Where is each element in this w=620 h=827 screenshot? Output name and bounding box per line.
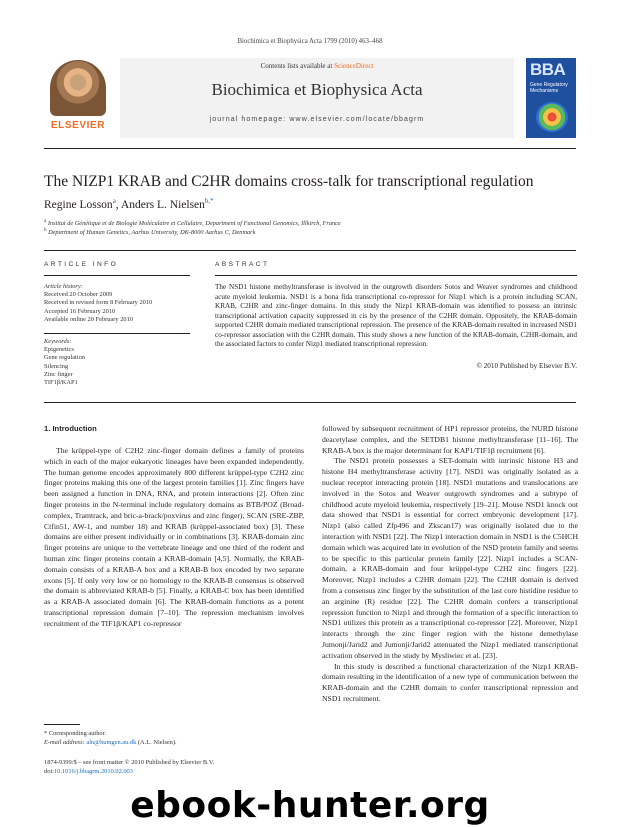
email-line	[44, 739, 304, 748]
journal-homepage-link[interactable]: journal homepage: www.elsevier.com/locate/bbagrm	[209, 116, 425, 123]
affiliation-b-mark: b	[44, 228, 47, 233]
intro-column-right	[322, 424, 578, 705]
corresponding-label: Corresponding author.	[48, 730, 106, 737]
article-info	[44, 283, 190, 387]
contents-line	[120, 62, 514, 70]
email-link[interactable]: aln@humgen.au.dk	[86, 738, 137, 746]
contents-prefix: Contents lists available at	[260, 62, 335, 70]
email-label: E-mail address:	[44, 738, 85, 746]
keyword: TIF1β/KAP1	[44, 379, 78, 387]
publisher-name: ELSEVIER	[50, 120, 106, 131]
front-rule	[44, 250, 576, 251]
elsevier-tree-icon	[50, 60, 106, 116]
affiliation-b-text: Department of Human Genetics, Aarhus University, DK-8000 Aarhus C, Denmark	[48, 229, 256, 237]
affiliation-a-text: Institut de Génétique et de Biologie Moléculaire et Cellulaire, Department of Functional Genomics, Illkirch, France	[47, 220, 341, 228]
affiliation-a	[44, 219, 341, 227]
article-title: The NIZP1 KRAB and C2HR domains cross-talk for transcriptional regulation	[44, 173, 534, 190]
keyword: Gene regulation	[44, 354, 85, 362]
doi-label: doi:	[44, 767, 54, 775]
keyword: Zinc finger	[44, 370, 73, 378]
intro-paragraph: In this study is described a functional characterization of the Nizp1 KRAB-domain resulting in the identification of a new type of communication between the KRAB-domain and the C2HR domain to confer transcriptional repression and NSD1 recruitment.	[322, 661, 578, 703]
abstract-text: The NSD1 histone methyltransferase is involved in the outgrowth disorders Sotos and Weaver syndromes and childhood acute myeloid leukemia. NSD1 is a bona fida transcriptional co-repressor for Nizp1 which is a protein including SCAN, KRAB, C2HR and zinc-finger domains. In this study the Nizp1 KRAB-domain was identified to possess an intrinsic transcriptional activation capacity suppressed in cis by the presence of the C2HR domain. Oppositely, the KRAB-domain supported C2HR domain mediated transcriptional repression. The presence of the KRAB-domain resulted in increased NSD1 co-repressor association with the C2HR domain. This study shows a new function of the KRAB-domain, C2HR-domain, and the associated factors to confer Nizp1 mediated transcriptional repression.	[215, 283, 577, 348]
abstract-heading: ABSTRACT	[215, 261, 270, 268]
footnote-rule	[44, 724, 80, 725]
copyright: © 2010 Published by Elsevier B.V.	[476, 362, 577, 370]
history-online: Available online 20 February 2010	[44, 315, 133, 323]
issn-block	[44, 759, 214, 776]
history-received: Received 20 October 2009	[44, 291, 113, 299]
author-losson-affil[interactable]: a	[112, 197, 116, 205]
running-header: Biochimica et Biophysica Acta 1799 (2010) 463–468	[237, 38, 383, 45]
journal-cover[interactable]	[526, 58, 576, 138]
section-heading-introduction: 1. Introduction	[44, 424, 97, 433]
authors	[44, 197, 214, 211]
history-accepted: Accepted 16 February 2010	[44, 307, 116, 315]
keyword: Silencing	[44, 362, 69, 370]
cover-subtitle: Gene Regulatory Mechanisms	[530, 82, 568, 94]
watermark: ebook-hunter.org	[130, 785, 490, 826]
keywords-label: Keywords:	[44, 338, 72, 346]
keywords-rule	[44, 333, 190, 334]
masthead	[44, 58, 576, 142]
intro-paragraph: The NSD1 protein possesses a SET-domain with intrinsic histone H3 and histone H4 methyltransferase activity [17]. NSD1 was originally isolated as a nuclear receptor interacting protein [18]. NSD1 mutations and translocations are involved in the Sotos and Weaver outgrowth syndromes and a subtype of childhood acute myeloid leukemia, respectively [19–21]. Mouse NSD1 knock out data showed that NSD1 is essential for correct embryonic development [17]. Nizp1 (also called Zfp496 and Zkscan17) was originally isolated due to the interaction with NSD1 [22]. The Nizp1 interaction domain in NSD1 is the C5HCH domain which was acquired late in evolution of the NSD protein family and seems to be specific to this particular protein family [22]. Nizp1 includes a SCAN-domain, a KRAB-domain and four krüppel-type C2H2 zinc fingers [22]. Moreover, Nizp1 includes a C2HR domain [22]. The C2HR domain is derived from a consensus zinc finger by the substitution of the last core histidine residue to an arginine (R) residue [22]. The C2HR domain confers a transcriptional repression function to Nizp1 and through the formation of a specific interaction to NSD1 utilizes this protein as a transcriptional co-repressor [22]. Moreover, Nizp1 interacts through the zinc finger region with the histone demethylase Jumonji/Jarid2 and Jumonji/Jarid2 attenuated the Nizp1 mediated transcriptional activation observed in the study by Mysliwiec et al. [23].	[322, 456, 578, 660]
author-nielsen[interactable]: Anders L. Nielsen	[120, 198, 205, 211]
intro-paragraph: The krüppel-type of C2H2 zinc-finger domain defines a family of proteins which in each of the major eukaryotic lineages have been expanded independently. The human genome encodes approximately 800 different krüppel-type C2H2 zinc finger proteins making this one of the largest protein families [1]. Zinc fingers have been assigned a function in DNA, RNA, and protein interactions [2]. Often zinc finger proteins in the N-terminal include regulatory domains as BTB/POZ (Broad-complex, Tramtrack, and bric-a-brack/poxvirus and zinc finger), SCAN (SRE-ZBP, Ctfin51, AW-1, and number 18) and KRAB (krüppel-associated box) [3]. These domains are either present individually or in combinations [3]. KRAB-domain zinc finger proteins are unique to the vertebrate lineage and one third of the rodent and human zinc finger proteins contain a KRAB-domain [4,5]. Normally, the KRAB-domain consists of a KRAB-A box and a KRAB-B box encoded by two separate exons [5]. If only very low or no homology to the KRAB-B consensus is observed the domain is abbreviated KRAB-b [5]. Finally, a KRAB-C box has been identified as a KRAB-A associated domain [6]. The KRAB-domain functions as a potent transcriptional repression domain [7–10]. The repression mechanism involves recruitment of the TIF1β/KAP1 co-repressor	[44, 446, 304, 628]
footnote	[44, 730, 304, 747]
cover-artwork-icon	[536, 102, 568, 132]
journal-title: Biochimica et Biophysica Acta	[211, 80, 423, 99]
masthead-center	[120, 58, 514, 138]
email-name: (A.L. Nielsen).	[137, 738, 177, 746]
author-separator: ,	[115, 198, 121, 211]
doi-link[interactable]: 10.1016/j.bbagrm.2010.02.003	[53, 767, 133, 775]
masthead-rule	[44, 148, 576, 149]
intro-column-left	[44, 446, 304, 630]
affiliation-b	[44, 228, 255, 236]
keyword: Epigenetics	[44, 346, 74, 354]
history-revised: Received in revised form 8 February 2010	[44, 299, 153, 307]
article-info-heading: ARTICLE INFO	[44, 261, 119, 268]
history-label: Article history:	[44, 283, 83, 290]
doi-line	[44, 768, 214, 777]
article-info-rule	[44, 275, 190, 276]
affiliation-a-mark: a	[44, 219, 47, 224]
sciencedirect-link[interactable]: ScienceDirect	[334, 62, 374, 70]
corresponding-author	[44, 730, 304, 739]
cover-title: BBA	[530, 60, 566, 79]
footnote-mark: *	[44, 730, 48, 737]
issn-line: 1874-9399/$ – see front matter © 2010 Published by Elsevier B.V.	[44, 759, 215, 766]
author-nielsen-affil[interactable]: b,*	[204, 197, 214, 205]
front-end-rule	[44, 402, 576, 403]
intro-paragraph: followed by subsequent recruitment of HP1 repressor proteins, the NURD histone deacetylase complex, and the SETDB1 histone methyltransferase [11–16]. The KRAB-A box is the major determinant for KAP1/TIF1β recruitment [6].	[322, 424, 578, 455]
elsevier-logo[interactable]	[44, 58, 112, 138]
abstract-rule	[215, 275, 577, 276]
author-losson[interactable]: Regine Losson	[44, 198, 113, 211]
